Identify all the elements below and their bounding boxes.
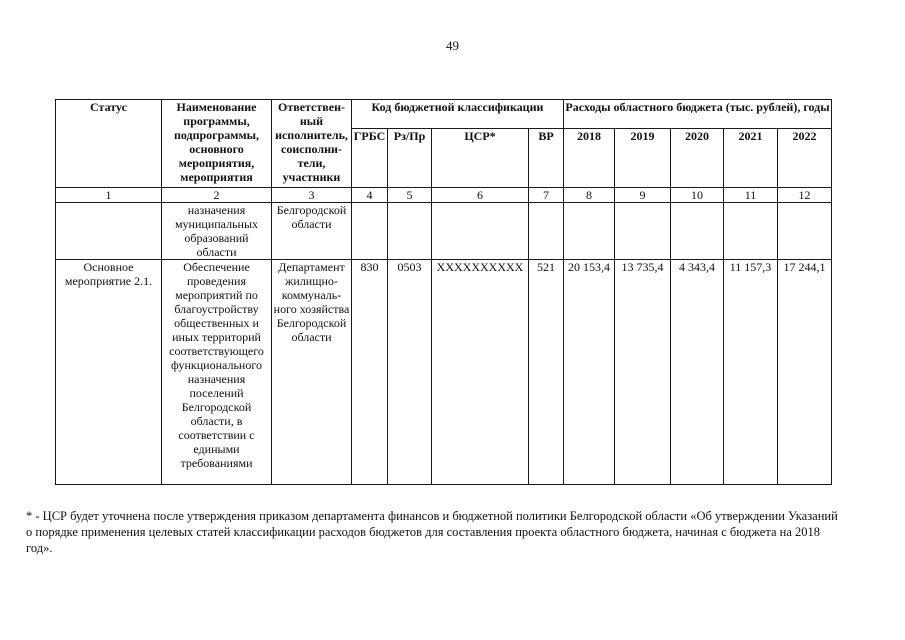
table-row [56, 203, 832, 260]
cell-rzpr [388, 203, 432, 260]
cell-status [56, 203, 162, 260]
header-executor: Ответствен-ный исполнитель, соисполни-тели, участники [272, 100, 352, 188]
cell-vr [529, 203, 564, 260]
cell-csr [432, 203, 529, 260]
header-year-2018: 2018 [564, 129, 615, 188]
column-number: 11 [724, 188, 778, 203]
column-number: 9 [615, 188, 671, 203]
column-number: 3 [272, 188, 352, 203]
cell-value-2020: 4 343,4 [671, 260, 724, 485]
cell-rzpr: 0503 [388, 260, 432, 485]
column-number: 2 [162, 188, 272, 203]
header-year-2021: 2021 [724, 129, 778, 188]
header-status: Статус [56, 100, 162, 188]
header-vr: ВР [529, 129, 564, 188]
column-number: 7 [529, 188, 564, 203]
header-name: Наименование программы, подпрограммы, основного мероприятия, мероприятия [162, 100, 272, 188]
cell-grbs: 830 [352, 260, 388, 485]
cell-executor: Департамент жилищно-коммуналь-ного хозяйства Белгородской области [272, 260, 352, 485]
cell-name: назначения муниципальных образований области [162, 203, 272, 260]
header-csr: ЦСР* [432, 129, 529, 188]
cell-value-2021 [724, 203, 778, 260]
cell-value-2020 [671, 203, 724, 260]
footnote [26, 508, 846, 556]
cell-value-2021: 11 157,3 [724, 260, 778, 485]
column-number: 12 [778, 188, 832, 203]
footnote-marker: * - [26, 509, 40, 523]
cell-grbs [352, 203, 388, 260]
cell-vr: 521 [529, 260, 564, 485]
cell-value-2022 [778, 203, 832, 260]
column-number: 5 [388, 188, 432, 203]
table-row [56, 260, 832, 485]
column-number: 4 [352, 188, 388, 203]
header-year-2019: 2019 [615, 129, 671, 188]
column-number: 8 [564, 188, 615, 203]
cell-executor: Белгородской области [272, 203, 352, 260]
footnote-text: ЦСР будет уточнена после утверждения приказом департамента финансов и бюджетной политики Белгородской области «Об утверждении Указаний о порядке применения целевых статей классификации расходов бюджетов для составления проекта областного бюджета, начиная с бюджета на 2018 год». [26, 509, 838, 555]
header-expenses: Расходы областного бюджета (тыс. рублей), годы [564, 100, 832, 129]
column-number: 6 [432, 188, 529, 203]
budget-table [55, 99, 832, 485]
cell-value-2018 [564, 203, 615, 260]
cell-name: Обеспечение проведения мероприятий по благоустройству общественных и иных территорий соответствующего функционального назначения поселений Белгородской области, в соответствии с едиными требованиями [162, 260, 272, 485]
cell-value-2022: 17 244,1 [778, 260, 832, 485]
column-number: 1 [56, 188, 162, 203]
cell-status: Основное мероприятие 2.1. [56, 260, 162, 485]
cell-csr: XXXXXXXXXX [432, 260, 529, 485]
header-year-2020: 2020 [671, 129, 724, 188]
header-year-2022: 2022 [778, 129, 832, 188]
cell-value-2019: 13 735,4 [615, 260, 671, 485]
cell-value-2018: 20 153,4 [564, 260, 615, 485]
page-number: 49 [446, 38, 459, 53]
cell-value-2019 [615, 203, 671, 260]
header-rzpr: Рз/Пр [388, 129, 432, 188]
header-grbs: ГРБС [352, 129, 388, 188]
header-budget-code: Код бюджетной классификации [352, 100, 564, 129]
column-number: 10 [671, 188, 724, 203]
